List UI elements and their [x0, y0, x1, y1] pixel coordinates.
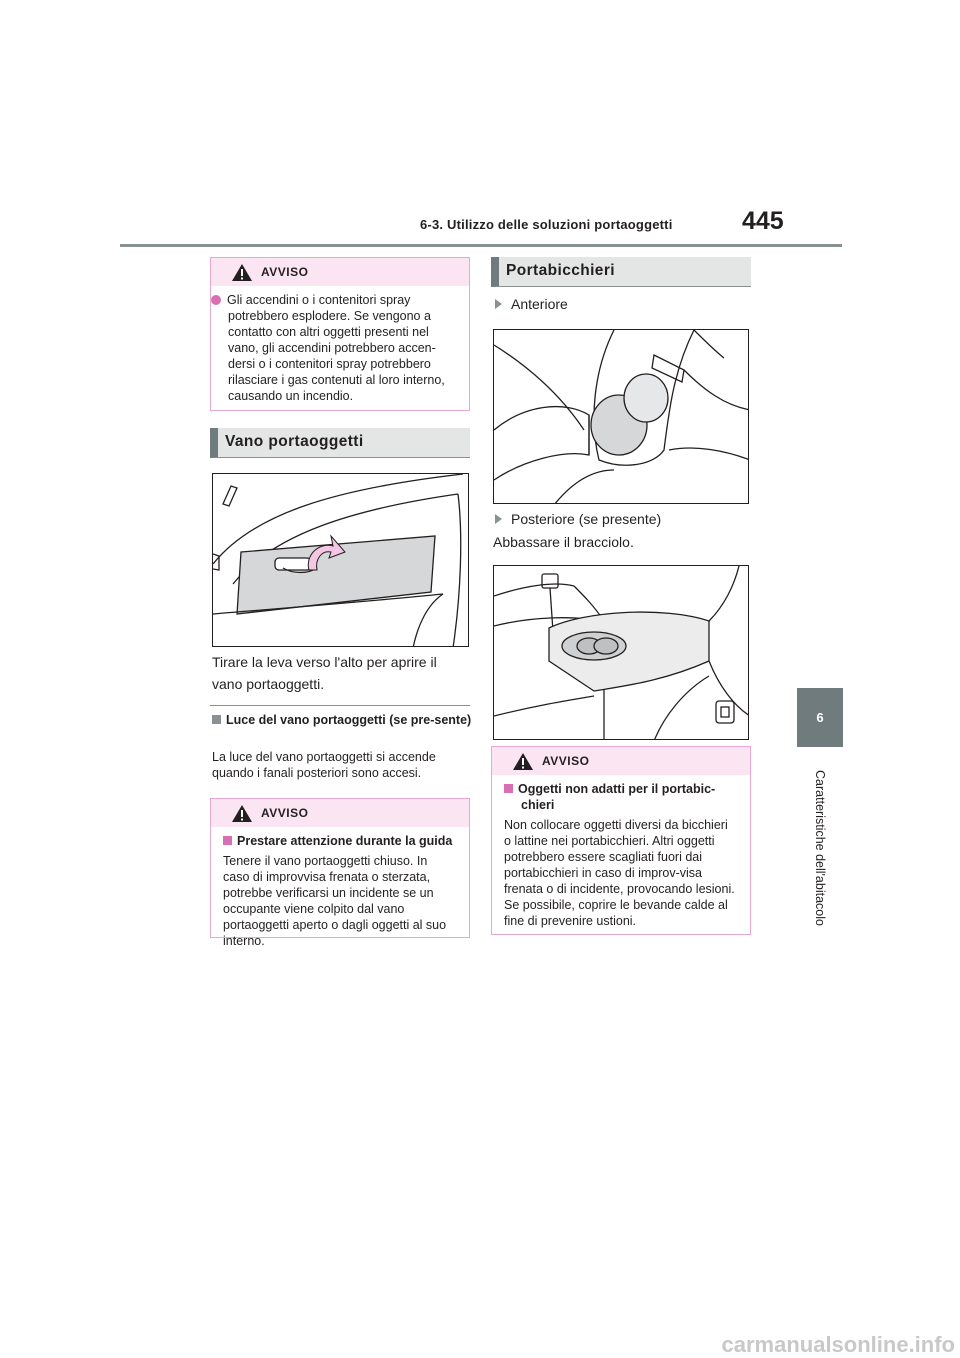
armrest-instruction: Abbassare il bracciolo. — [493, 534, 634, 550]
glovebox-illustration — [212, 473, 469, 647]
warning-triangle-icon — [512, 752, 534, 771]
warning-text: Gli accendini o i contenitori spray potrebbero esplodere. Se vengono a contatto con altri oggetti presenti nel vano, gli accendini potrebbero accen-dersi o i contenitori spray potrebbero rilasciare i gas contenuti al loro interno, causando un incendio. — [227, 293, 445, 403]
warning-label: AVVISO — [542, 754, 590, 768]
warning-heading-text: Prestare attenzione durante la guida — [237, 834, 453, 848]
warning-text: Non collocare oggetti diversi da bicchieri o lattine nei portabicchieri. Altri oggetti potrebbero essere scagliati fuori dai portabicchieri in caso di improv-visa frenata o di incidente, provocando lesioni. Se possibile, coprire le bevande calde al fine di prevenire ustioni. — [504, 818, 735, 928]
glovebox-drawing — [213, 474, 469, 647]
square-bullet-icon — [212, 715, 221, 724]
header-divider — [120, 244, 842, 247]
square-bullet-icon — [223, 836, 232, 845]
warning-triangle-icon — [231, 804, 253, 823]
subhead-light — [212, 712, 485, 728]
warning-heading-text: Oggetti non adatti per il portabic-chieri — [518, 782, 716, 812]
watermark-text: carmanualsonline.info — [721, 1332, 955, 1357]
item-front — [495, 293, 568, 315]
warning-content — [492, 775, 750, 937]
warning-box-lighters — [210, 257, 470, 411]
warning-header — [211, 258, 469, 286]
section-header-vano — [210, 428, 470, 458]
section-title: Vano portaoggetti — [225, 433, 364, 450]
rear-cupholder-drawing — [494, 566, 749, 740]
item-front-label: Anteriore — [511, 296, 568, 312]
glovebox-instruction: Tirare la leva verso l'alto per aprire il vano portaoggetti. — [212, 654, 437, 692]
subhead-text: Luce del vano portaoggetti (se pre-sente) — [226, 713, 472, 727]
chapter-title: Caratteristiche dell'abitacolo — [813, 769, 827, 926]
warning-header — [492, 747, 750, 775]
section-title-header: 6-3. Utilizzo delle soluzioni portaoggetti — [420, 217, 673, 232]
light-description: La luce del vano portaoggetti si accende quando i fanali posteriori sono accesi. — [212, 750, 436, 780]
section-header-portabicchieri — [491, 257, 751, 287]
chapter-tab[interactable] — [797, 688, 843, 747]
footer-watermark — [0, 1332, 960, 1358]
warning-label: AVVISO — [261, 806, 309, 820]
bullet-circle-icon — [211, 295, 221, 305]
warning-heading — [223, 833, 457, 849]
item-rear — [495, 508, 661, 530]
arrow-bullet-icon — [495, 514, 502, 524]
subsection-divider — [210, 705, 470, 706]
page-number: 445 — [742, 207, 784, 235]
warning-box-cupholder — [491, 746, 751, 935]
warning-label: AVVISO — [261, 265, 309, 279]
section-title: Portabicchieri — [506, 262, 615, 279]
front-cupholder-drawing — [494, 330, 749, 504]
arrow-bullet-icon — [495, 299, 502, 309]
warning-heading — [504, 781, 738, 813]
chapter-title-vertical — [811, 760, 829, 935]
warning-text: Tenere il vano portaoggetti chiuso. In caso di improvvisa frenata o sterzata, potrebbe verificarsi un incidente se un occupante viene colpito dal vano portaoggetti aperto o dagli oggetti al suo interno. — [223, 854, 447, 948]
rear-cupholder-illustration — [493, 565, 749, 740]
front-cupholder-illustration — [493, 329, 749, 504]
warning-box-driving — [210, 798, 470, 948]
warning-triangle-icon — [231, 263, 253, 282]
warning-content — [211, 827, 469, 957]
item-rear-label: Posteriore (se presente) — [511, 511, 662, 527]
warning-header — [211, 799, 469, 827]
square-bullet-icon — [504, 784, 513, 793]
warning-text-block — [211, 286, 469, 412]
chapter-number: 6 — [816, 710, 824, 725]
